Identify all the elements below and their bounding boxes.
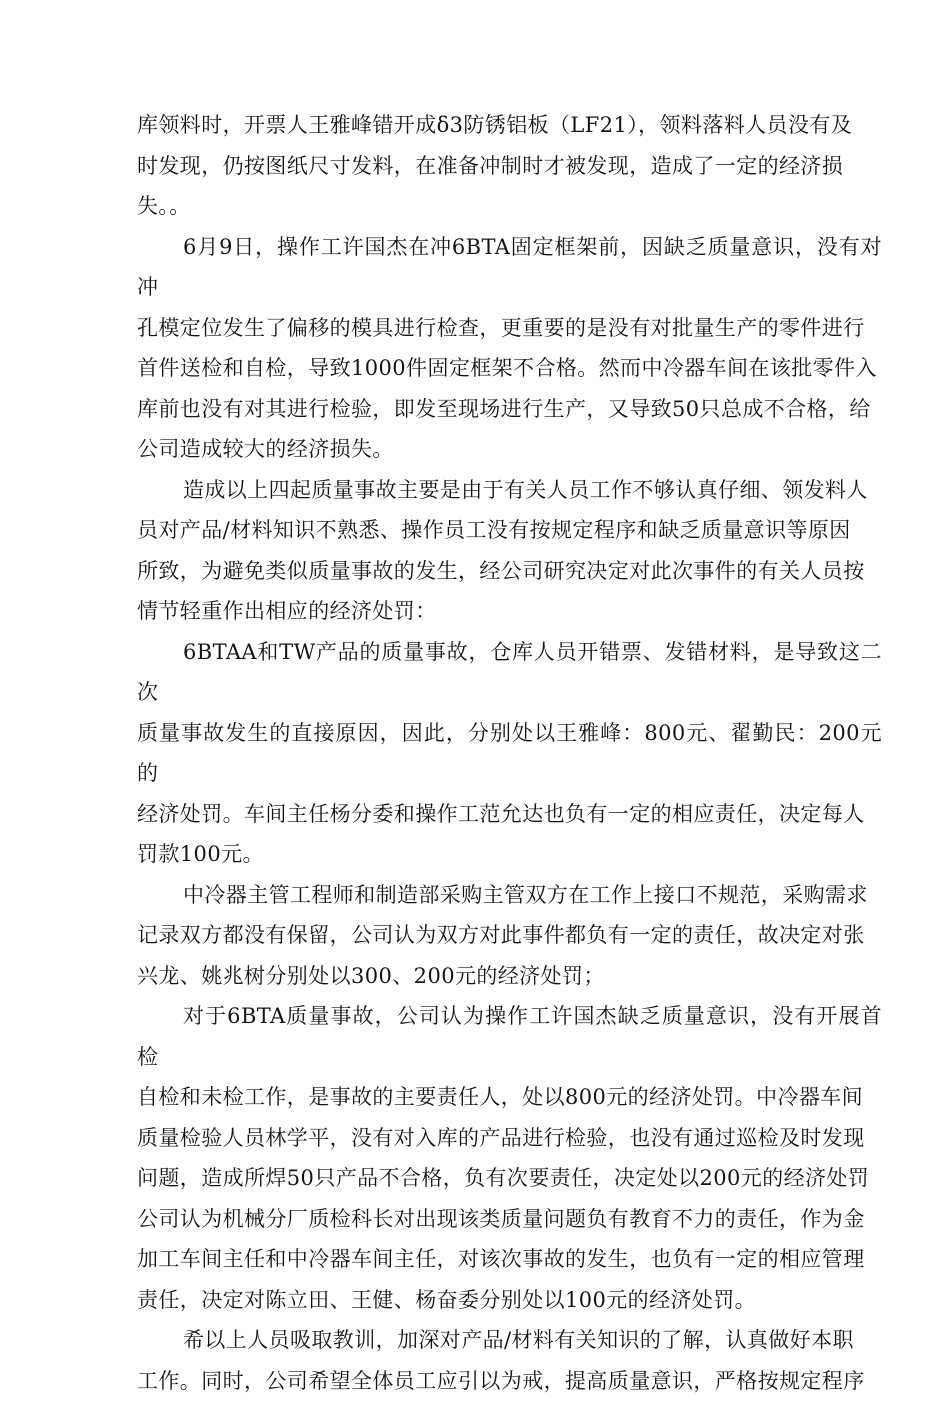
text-line: 兴龙、姚兆树分别处以300、200元的经济处罚； <box>137 963 605 988</box>
paragraph-1 <box>137 105 882 227</box>
text-line: 责任，决定对陈立田、王健、杨奋委分别处以100元的经济处罚。 <box>137 1287 757 1312</box>
text-line: 中冷器主管工程师和制造部采购主管双方在工作上接口不规范，采购需求 <box>183 882 868 907</box>
paragraph-3 <box>137 470 882 632</box>
text-line: 造成以上四起质量事故主要是由于有关人员工作不够认真仔细、领发料人 <box>183 477 868 502</box>
text-line: 自检和未检工作，是事故的主要责任人，处以800元的经济处罚。中冷器车间 <box>137 1085 864 1109</box>
text-line: 罚款100元。 <box>137 842 264 866</box>
text-line: 质量事故发生的直接原因，因此，分别处以王雅峰：800元、翟勤民：200元的 <box>137 720 882 785</box>
text-line: 质量检验人员林学平，没有对入库的产品进行检验，也没有通过巡检及时发现 <box>137 1125 865 1150</box>
document-body <box>137 105 882 1401</box>
paragraph-5 <box>137 875 882 997</box>
text-line: 情节轻重作出相应的经济处罚： <box>137 599 437 623</box>
text-line: 对于6BTA质量事故，公司认为操作工许国杰缺乏质量意识，没有开展首检 <box>137 1004 882 1069</box>
paragraph-4 <box>137 632 882 875</box>
text-line: 加工车间主任和中冷器车间主任，对该次事故的发生，也负有一定的相应管理 <box>137 1247 865 1271</box>
paragraph-2 <box>137 227 882 470</box>
text-line: 时发现，仍按图纸尺寸发料，在准备冲制时才被发现，造成了一定的经济损 <box>137 153 844 178</box>
text-line: 员对产品/材料知识不熟悉、操作员工没有按规定程序和缺乏质量意识等原因 <box>137 518 851 542</box>
text-line: 记录双方都没有保留，公司认为双方对此事件都负有一定的责任，故决定对张 <box>137 923 865 947</box>
text-line: 希以上人员吸取教训，加深对产品/材料有关知识的了解，认真做好本职 <box>183 1328 854 1352</box>
text-line: 所致，为避免类似质量事故的发生，经公司研究决定对此次事件的有关人员按 <box>137 558 865 583</box>
paragraph-6 <box>137 996 882 1320</box>
text-line: 公司造成较大的经济损失。 <box>137 437 394 461</box>
text-line: 经济处罚。车间主任杨分委和操作工范允达也负有一定的相应责任，决定每人 <box>137 801 865 826</box>
text-line: 6月9日，操作工许国杰在冲6BTA固定框架前，因缺乏质量意识，没有对冲 <box>137 234 882 299</box>
text-line: 问题，造成所焊50只产品不合格，负有次要责任，决定处以200元的经济处罚 <box>137 1166 870 1190</box>
text-line: 工作。同时，公司希望全体员工应引以为戒，提高质量意识，严格按规定程序 <box>137 1368 865 1393</box>
text-line: 失。。 <box>137 194 191 218</box>
text-line: 库领料时，开票人王雅峰错开成δ3防锈铝板（LF21），领料落料人员没有及 <box>137 113 853 137</box>
paragraph-7 <box>137 1320 882 1401</box>
text-line: 6BTAA和TW产品的质量事故，仓库人员开错票、发错材料，是导致这二次 <box>137 639 882 704</box>
text-line: 库前也没有对其进行检验，即发至现场进行生产，又导致50只总成不合格，给 <box>137 396 871 421</box>
text-line: 首件送检和自检，导致1000件固定框架不合格。然而中冷器车间在该批零件入 <box>137 356 877 380</box>
text-line: 孔模定位发生了偏移的模具进行检查，更重要的是没有对批量生产的零件进行 <box>137 315 865 340</box>
text-line: 公司认为机械分厂质检科长对出现该类质量问题负有教育不力的责任，作为金 <box>137 1206 865 1231</box>
